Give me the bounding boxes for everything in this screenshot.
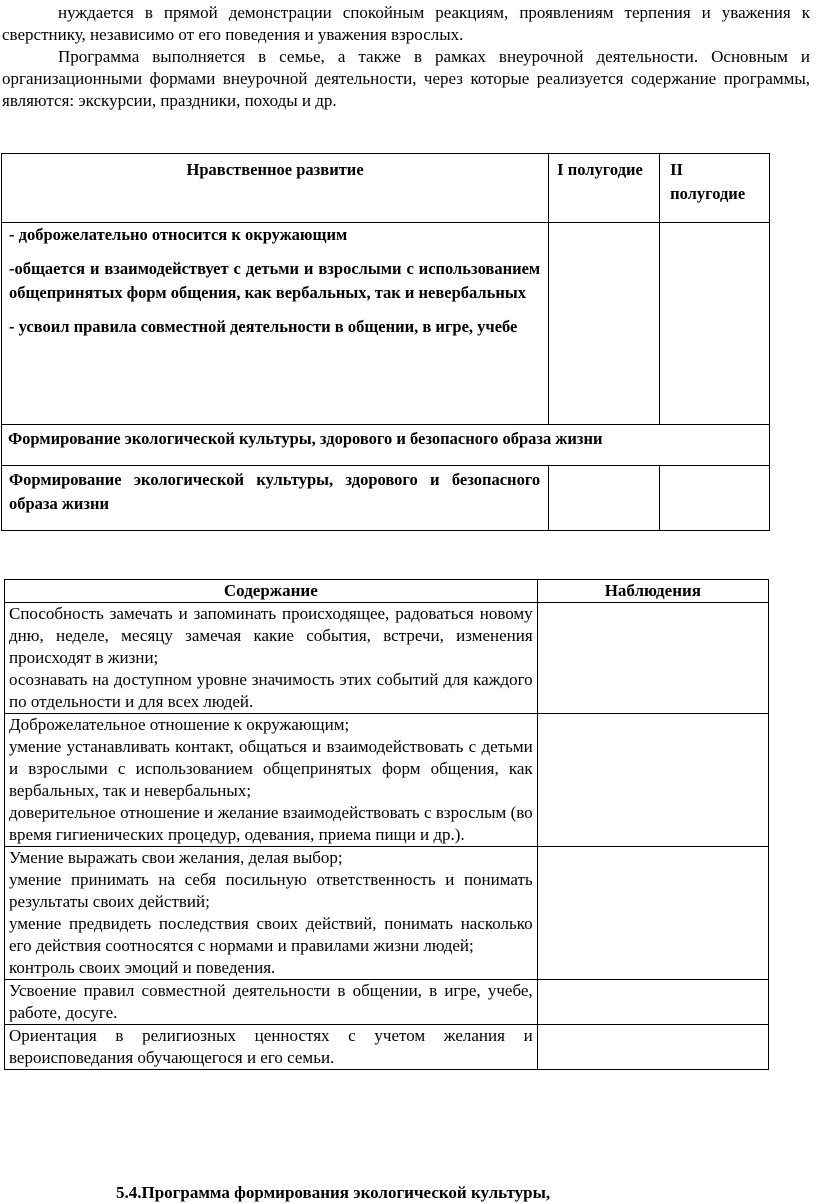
observation-cell[interactable]: [537, 714, 768, 847]
table1-section-heading: Формирование экологической культуры, здорового и безопасного образа жизни: [2, 425, 770, 466]
table1-row-moral-items: [2, 223, 770, 425]
table-row: [5, 1025, 769, 1070]
intro-paragraph-1: нуждается в прямой демонстрации спокойным реакциям, проявлениям терпения и уважения к сверстнику, независимо от его поведения и уважения взрослых.: [2, 3, 810, 44]
table1-header-half2: II полугодие: [660, 154, 770, 223]
content-cell: Способность замечать и запоминать происходящее, радоваться новому дню, неделе, месяцу замечая какие события, встречи, изменения происходят в жизни; осознавать на доступном уровне значимость этих событий для каждого по отдельности и для всех людей.: [5, 603, 538, 714]
next-section-title: 5.4.Программа формирования экологической культуры,: [116, 1183, 551, 1202]
moral-item: - доброжелательно относится к окружающим: [9, 225, 348, 244]
moral-development-table: [1, 153, 770, 531]
table1-section-row: [2, 425, 770, 466]
content-cell: Ориентация в религиозных ценностях с учетом желания и вероисповедания обучающегося и его семьи.: [5, 1025, 538, 1070]
content-cell: Доброжелательное отношение к окружающим; умение устанавливать контакт, общаться и взаимодействовать с детьми и взрослыми с использованием общепринятых форм общения, как вербальных, так и невербальных; доверительное отношение и желание взаимодействовать с взрослым (во время гигиенических процедур, одевания, приема пищи и др.).: [5, 714, 538, 847]
table2-header-row: [5, 580, 769, 603]
content-cell: Усвоение правил совместной деятельности в общении, в игре, учебе, работе, досуге.: [5, 980, 538, 1025]
observation-cell[interactable]: [537, 847, 768, 980]
table1-half1-cell[interactable]: [549, 223, 660, 425]
table-row: [5, 980, 769, 1025]
table-row: [5, 847, 769, 980]
table1-header-half1: I полугодие: [549, 154, 660, 223]
table2-header-observations: Наблюдения: [537, 580, 768, 603]
table-row: [5, 603, 769, 714]
content-cell: Умение выражать свои желания, делая выбор; умение принимать на себя посильную ответственность и понимать результаты своих действий; умение предвидеть последствия своих действий, понимать насколько его действия соотносятся с нормами и правилами жизни людей; контроль своих эмоций и поведения.: [5, 847, 538, 980]
table1-ecology-half2-cell[interactable]: [660, 466, 770, 531]
moral-item: -общается и взаимодействует с детьми и взрослыми с использованием общепринятых форм общения, как вербальных, так и невербальных: [9, 259, 541, 302]
table1-half2-cell[interactable]: [660, 223, 770, 425]
intro-paragraph-2: Программа выполняется в семье, а также в рамках внеурочной деятельности. Основным и организационными формами внеурочной деятельности, через которые реализуется содержание программы, являются: экскурсии, праздники, походы и др.: [2, 47, 810, 110]
intro-text: [2, 2, 810, 112]
table1-moral-items-cell: [2, 223, 549, 425]
table1-ecology-cell: Формирование экологической культуры, здорового и безопасного образа жизни: [2, 466, 549, 531]
observation-cell[interactable]: [537, 1025, 768, 1070]
moral-item: - усвоил правила совместной деятельности в общении, в игре, учебе: [9, 317, 518, 336]
table-row: [5, 714, 769, 847]
table1-ecology-half1-cell[interactable]: [549, 466, 660, 531]
table1-row-ecology: [2, 466, 770, 531]
observation-cell[interactable]: [537, 980, 768, 1025]
content-observations-table: [4, 579, 769, 1070]
table2-header-content: Содержание: [5, 580, 538, 603]
table1-header-moral: Нравственное развитие: [2, 154, 549, 223]
observation-cell[interactable]: [537, 603, 768, 714]
table1-header-row: [2, 154, 770, 223]
